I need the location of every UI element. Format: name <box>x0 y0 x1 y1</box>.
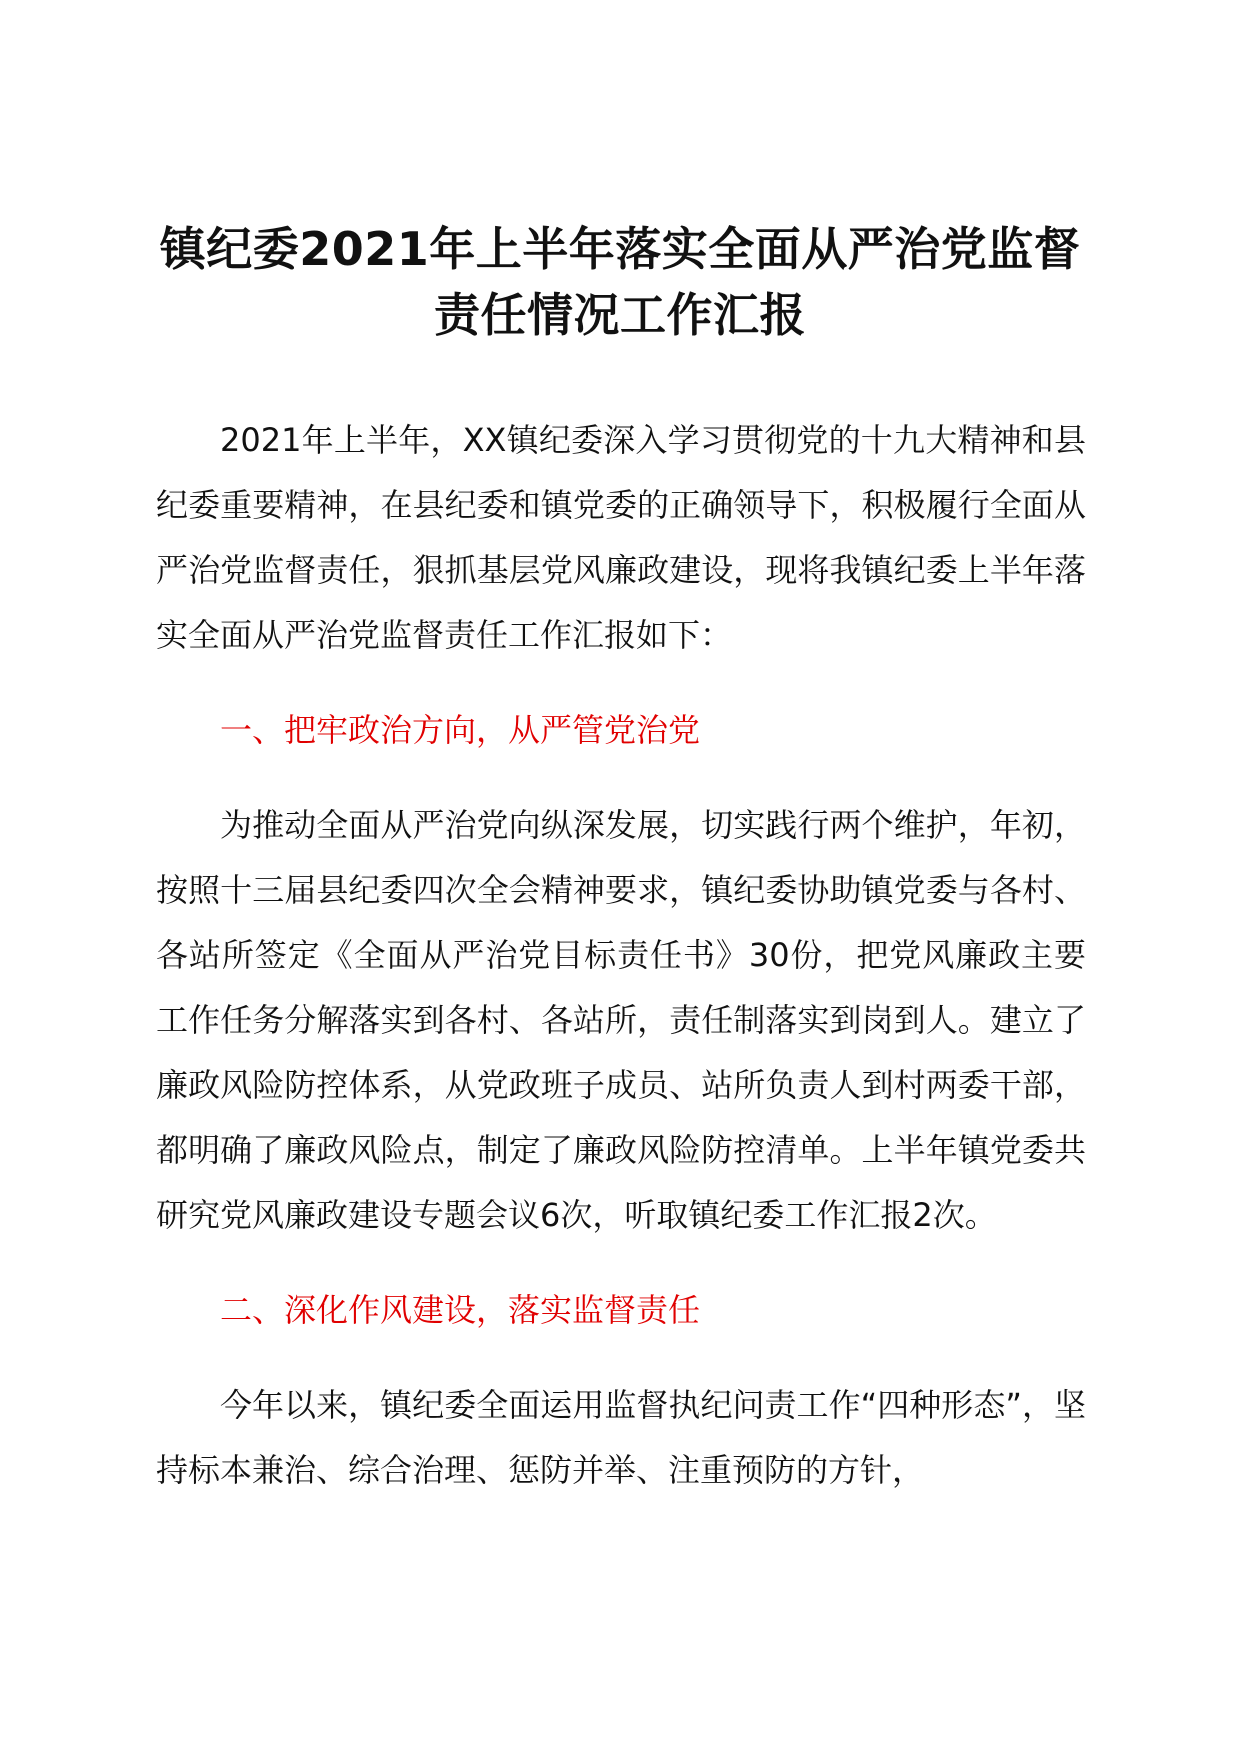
intro-paragraph: 2021年上半年，XX镇纪委深入学习贯彻党的十九大精神和县纪委重要精神，在县纪委和镇党委的正确领导下，积极履行全面从严治党监督责任，狠抓基层党风廉政建设，现将我镇纪委上半年落实全面从严治党监督责任工作汇报如下： <box>156 421 1086 654</box>
section-1-heading: 一、把牢政治方向，从严管党治党 <box>220 711 701 749</box>
title-line-1: 镇纪委2021年上半年落实全面从严治党监督 <box>159 222 1081 276</box>
document-title <box>150 216 1090 348</box>
section-2-paragraph: 今年以来，镇纪委全面运用监督执纪问责工作“四种形态”，坚持标本兼治、综合治理、惩防并举、注重预防的方针， <box>156 1386 1086 1489</box>
section-1-paragraph: 为推动全面从严治党向纵深发展，切实践行两个维护，年初，按照十三届县纪委四次全会精神要求，镇纪委协助镇党委与各村、各站所签定《全面从严治党目标责任书》30份，把党风廉政主要工作任务分解落实到各村、各站所，责任制落实到岗到人。建立了廉政风险防控体系，从党政班子成员、站所负责人到村两委干部，都明确了廉政风险点，制定了廉政风险防控清单。上半年镇党委共研究党风廉政建设专题会议6次，听取镇纪委工作汇报2次。 <box>156 806 1086 1234</box>
document-body <box>156 408 1086 1503</box>
section-2-heading: 二、深化作风建设，落实监督责任 <box>220 1291 701 1329</box>
title-line-2: 责任情况工作汇报 <box>434 288 806 342</box>
